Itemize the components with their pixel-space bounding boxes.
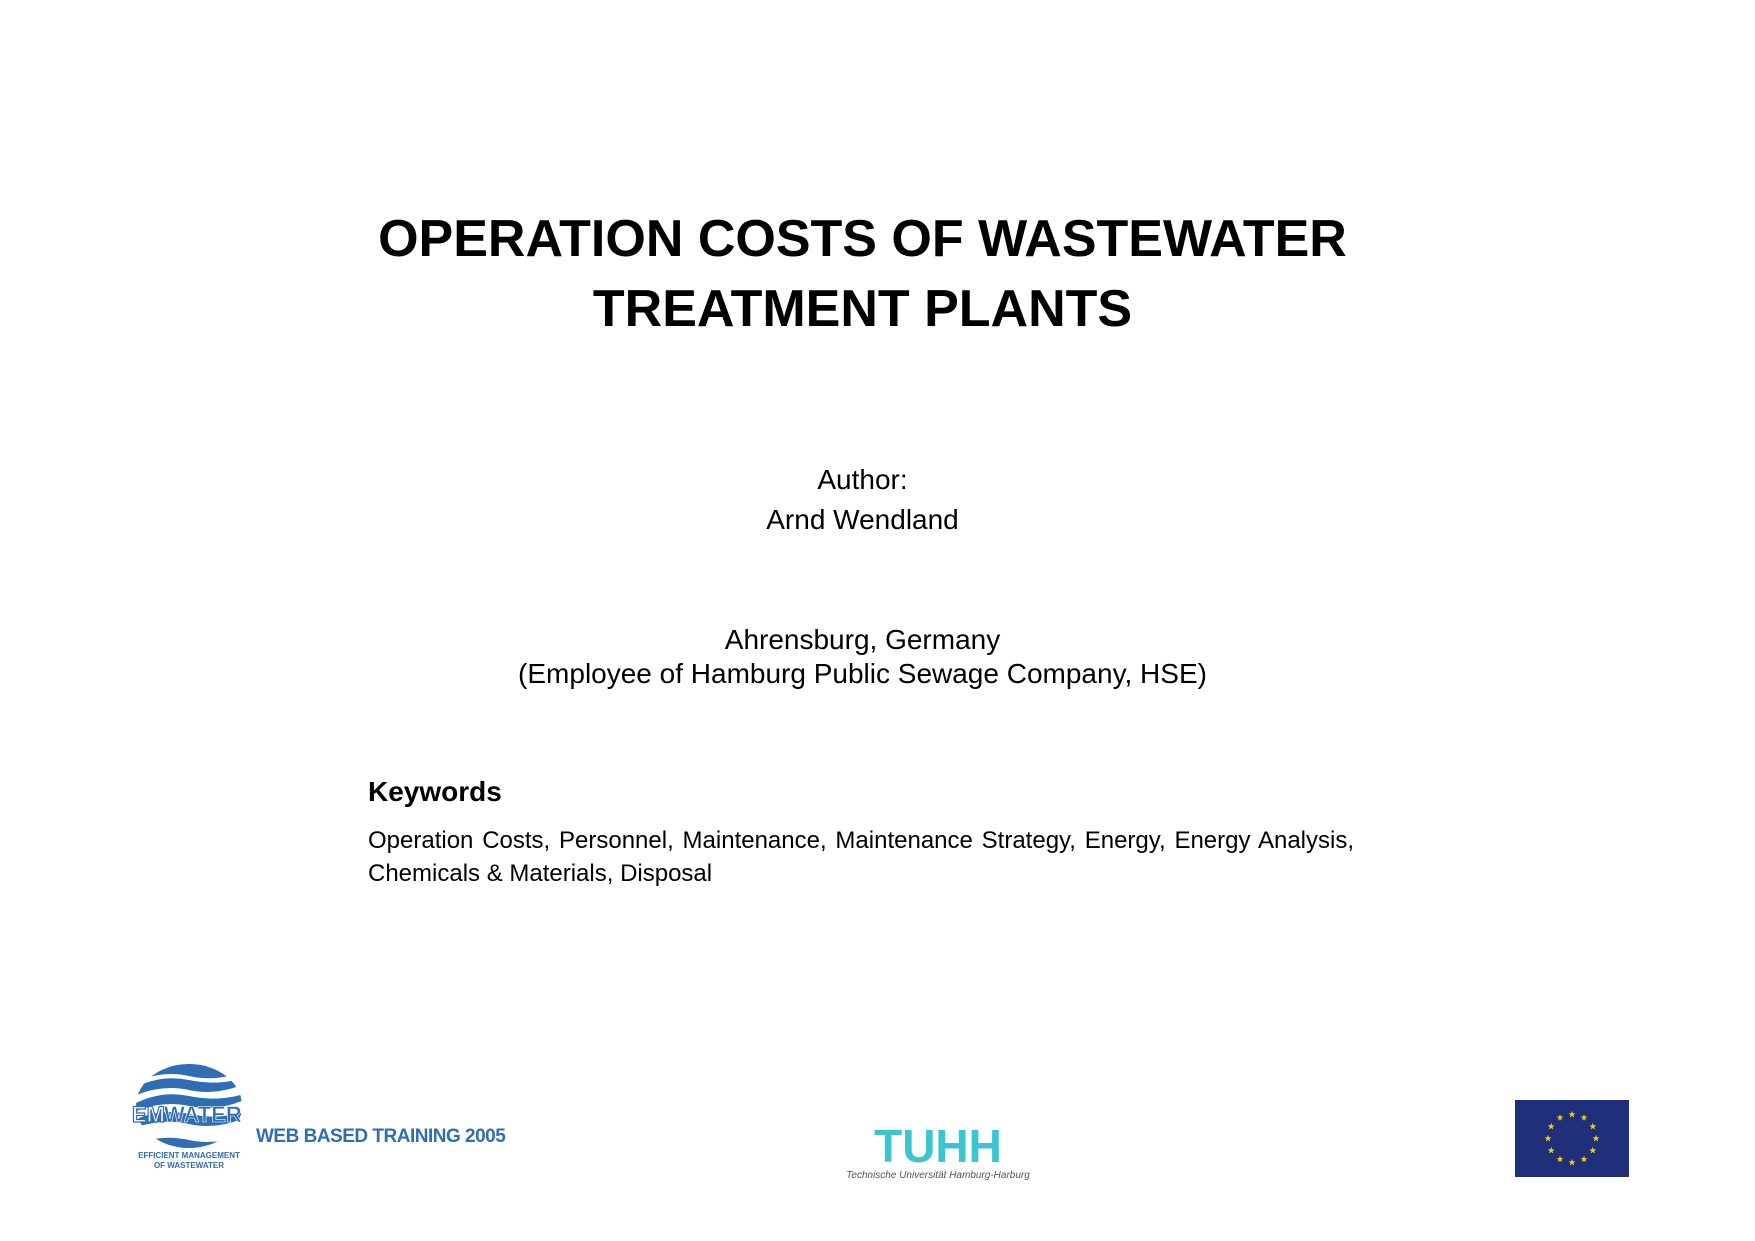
author-location: Ahrensburg, Germany — [724, 624, 1001, 655]
author-name: Arnd Wendland — [766, 504, 959, 535]
author-affiliation: (Employee of Hamburg Public Sewage Company, HSE) — [518, 658, 1207, 689]
emwater-water-text: WATER — [164, 1102, 242, 1127]
emwater-logo — [132, 1062, 247, 1172]
emwater-caption: WEB BASED TRAINING 2005 — [256, 1126, 506, 1147]
keywords-text: Operation Costs, Personnel, Maintenance, Maintenance Strategy, Energy, Energy Analysis, Chemicals & Materials, Disposal — [368, 827, 1354, 887]
author-label: Author: — [817, 464, 908, 495]
emwater-em-text: EM — [132, 1102, 165, 1127]
emwater-tagline-1: EFFICIENT MANAGEMENT — [138, 1151, 240, 1160]
document-title — [0, 204, 1725, 344]
title-line-2: TREATMENT PLANTS — [592, 280, 1133, 338]
tuhh-logo — [846, 1122, 1030, 1184]
tuhh-logo-text: TUHH — [874, 1122, 1002, 1172]
tuhh-subtitle: Technische Universität Hamburg-Harburg — [846, 1170, 1030, 1181]
title-line-1: OPERATION COSTS OF WASTEWATER — [378, 210, 1347, 268]
keywords-heading: Keywords — [368, 776, 502, 807]
emwater-tagline-2: OF WASTEWATER — [153, 1161, 225, 1170]
eu-flag-icon — [1515, 1100, 1629, 1177]
